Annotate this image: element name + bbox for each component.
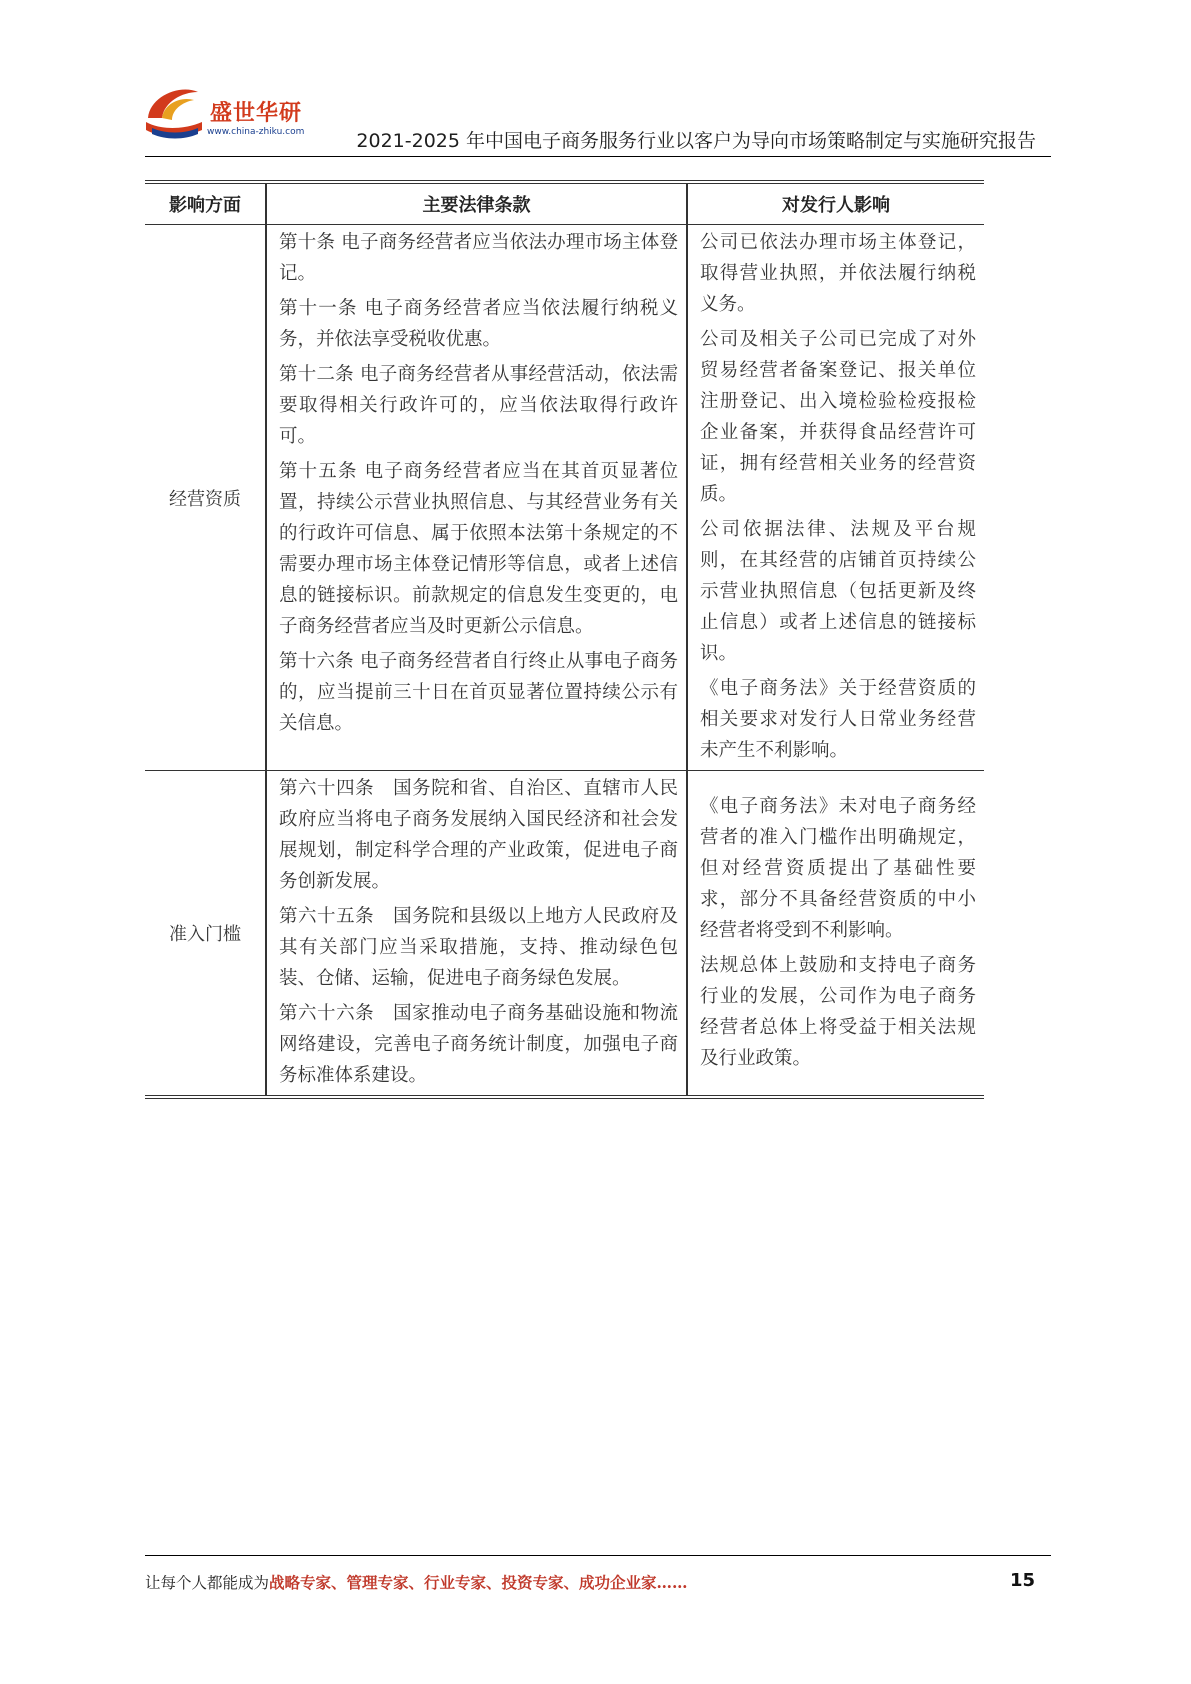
clause-text: 第六十六条 国家推动电子商务基础设施和物流网络建设，完善电子商务统计制度，加强电子商务标准体系建设。 (279, 1003, 678, 1086)
header-impact-aspect: 影响方面 (145, 182, 266, 225)
table-row (145, 225, 984, 771)
clause-text: 第十一条 电子商务经营者应当依法履行纳税义务，并依法享受税收优惠。 (279, 298, 678, 350)
clause-text: 第十五条 电子商务经营者应当在其首页显著位置，持续公示营业执照信息、与其经营业务有关的行政许可信息、属于依照本法第十条规定的不需要办理市场主体登记情形等信息，或者上述信息的链接标识。前款规定的信息发生变更的，电子商务经营者应当及时更新公示信息。 (279, 461, 678, 637)
header-main-clauses: 主要法律条款 (266, 182, 687, 225)
logo-name: 盛世华研 (210, 101, 303, 126)
impact-text: 公司及相关子公司已完成了对外贸易经营者备案登记、报关单位注册登记、出入境检验检疫报检企业备案，并获得食品经营许可证，拥有经营相关业务的经营资质。 (700, 329, 976, 505)
footer-lead-text: 让每个人都能成为 (145, 1574, 270, 1592)
impact-cell (687, 771, 984, 1098)
category-cell: 经营资质 (145, 225, 266, 771)
footer-divider (145, 1555, 1051, 1556)
header-issuer-impact: 对发行人影响 (687, 182, 984, 225)
page-number: 15 (1010, 1570, 1036, 1591)
clause-text: 第十六条 电子商务经营者自行终止从事电子商务的，应当提前三十日在首页显著位置持续公示有关信息。 (279, 651, 678, 734)
impact-cell (687, 225, 984, 771)
page-header (0, 0, 1191, 160)
clause-text: 第十二条 电子商务经营者从事经营活动，依法需要取得相关行政许可的，应当依法取得行政许可。 (279, 364, 678, 447)
category-cell: 准入门槛 (169, 924, 241, 945)
clause-text: 第六十四条 国务院和省、自治区、直辖市人民政府应当将电子商务发展纳入国民经济和社会发展规划，制定科学合理的产业政策，促进电子商务创新发展。 (279, 778, 678, 892)
impact-text: 《电子商务法》关于经营资质的相关要求对发行人日常业务经营未产生不利影响。 (700, 678, 976, 761)
clauses-cell (266, 225, 687, 771)
impact-text: 法规总体上鼓励和支持电子商务行业的发展，公司作为电子商务经营者总体上将受益于相关法规及行业政策。 (700, 955, 976, 1069)
impact-text: 《电子商务法》未对电子商务经营者的准入门槛作出明确规定，但对经营资质提出了基础性要求，部分不具备经营资质的中小经营者将受到不利影响。 (700, 796, 976, 941)
footer-slogan (145, 1571, 688, 1593)
impact-text: 公司已依法办理市场主体登记，取得营业执照，并依法履行纳税义务。 (700, 232, 976, 315)
report-title: 2021-2025 年中国电子商务服务行业以客户为导向市场策略制定与实施研究报告 (356, 130, 1036, 152)
cell-spacer (688, 771, 984, 789)
law-impact-table (145, 180, 984, 1099)
logo-url: www.china-zhiku.com (207, 127, 305, 137)
table-header-row (145, 182, 984, 225)
header-divider (145, 156, 1051, 157)
clause-text: 第六十五条 国务院和县级以上地方人民政府及其有关部门应当采取措施，支持、推动绿色包装、仓储、运输，促进电子商务绿色发展。 (279, 906, 678, 989)
table-row (145, 771, 984, 1098)
clauses-cell (266, 771, 687, 1098)
clause-text: 第十条 电子商务经营者应当依法办理市场主体登记。 (279, 232, 678, 284)
footer-highlight-text: 战略专家、管理专家、行业专家、投资专家、成功企业家…… (269, 1573, 688, 1592)
impact-text: 公司依据法律、法规及平台规则，在其经营的店铺首页持续公示营业执照信息（包括更新及终止信息）或者上述信息的链接标识。 (700, 519, 976, 664)
